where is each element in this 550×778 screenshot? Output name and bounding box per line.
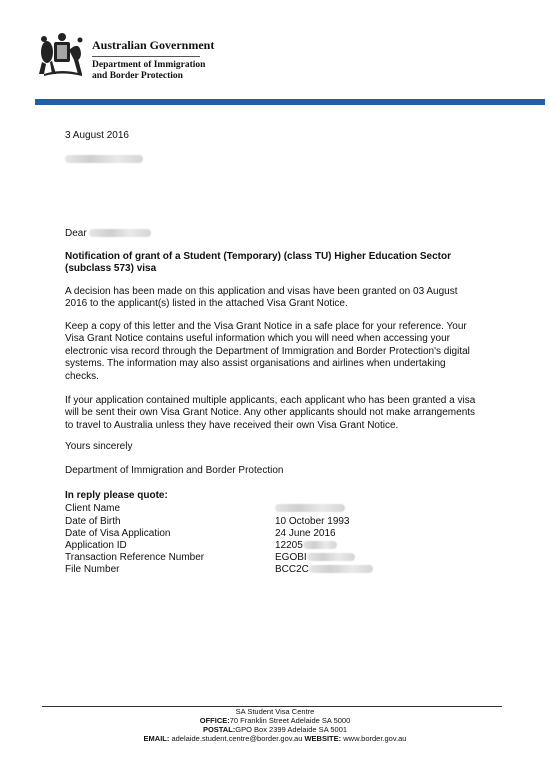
paragraph-decision: A decision has been made on this application and visas have been granted on 03 August 2016 to the applicant(s) listed in the attached Visa Grant Notice. [65,286,458,310]
quote-value: 12205 [275,540,337,551]
quote-label: Date of Visa Application [65,528,171,539]
closing: Yours sincerely [65,441,133,452]
agency-branding [92,38,214,82]
letter-date: 3 August 2016 [65,130,129,141]
salutation-line [65,228,480,240]
quote-label: Application ID [65,540,127,551]
signatory: Department of Immigration and Border Protection [65,465,284,476]
government-name: Australian Government [92,38,215,52]
recipient-name-redacted [89,229,151,237]
quote-row-client-name [65,503,485,515]
quote-value: EGOBI [275,552,355,563]
recipient-address-redacted [65,154,480,166]
header-bar [35,99,545,105]
branding-rule [92,56,200,57]
salutation: Dear [65,228,87,239]
quote-label: Transaction Reference Number [65,552,205,563]
footer-centre: SA Student Visa Centre [235,707,315,716]
quote-row-dob [65,516,485,528]
department-line-2: and Border Protection [92,71,183,81]
footer-website-link[interactable]: www.border.gov.au [343,734,407,743]
quote-row-application-id [65,540,485,552]
quote-row-file-number [65,564,485,576]
department-line-1: Department of Immigration [92,60,206,70]
quote-value: 10 October 1993 [275,516,350,527]
quote-label: Client Name [65,503,121,514]
quote-label: Date of Birth [65,516,121,527]
quote-value: BCC2C [275,564,373,575]
quote-heading: In reply please quote: [65,490,168,501]
footer-postal: POSTAL:GPO Box 2399 Adelaide SA 5001 [202,725,348,734]
coat-of-arms-icon [36,30,88,80]
quote-label: File Number [65,564,120,575]
footer-office: OFFICE:70 Franklin Street Adelaide SA 5000 [199,716,351,725]
quote-value: 24 June 2016 [275,528,336,539]
paragraph-keep-copy: Keep a copy of this letter and the Visa Grant Notice in a safe place for your reference. Your Visa Grant Notice contains useful information which you will need when accessing your electronic visa record through the Department of Immigration and Border Protection's digital systems. The information may also assist organisations and airlines when undertaking checks. [65,321,470,382]
quote-row-transaction-ref [65,552,485,564]
letter-subject: Notification of grant of a Student (Temporary) (class TU) Higher Education Sector (subclass 573) visa [65,251,451,275]
client-name-redacted [275,503,345,514]
footer-contact: EMAIL: adelaide.student.centre@border.gov.au WEBSITE: www.border.gov.au [143,734,407,743]
footer-email-link[interactable]: adelaide.student.centre@border.gov.au [171,734,303,743]
paragraph-multiple-applicants: If your application contained multiple applicants, each applicant who has been granted a visa will be sent their own Visa Grant Notice. Any other applicants should not make arrangements to travel to Australia unless they have received their own Visa Grant Notice. [65,395,476,431]
quote-row-application-date [65,528,485,540]
